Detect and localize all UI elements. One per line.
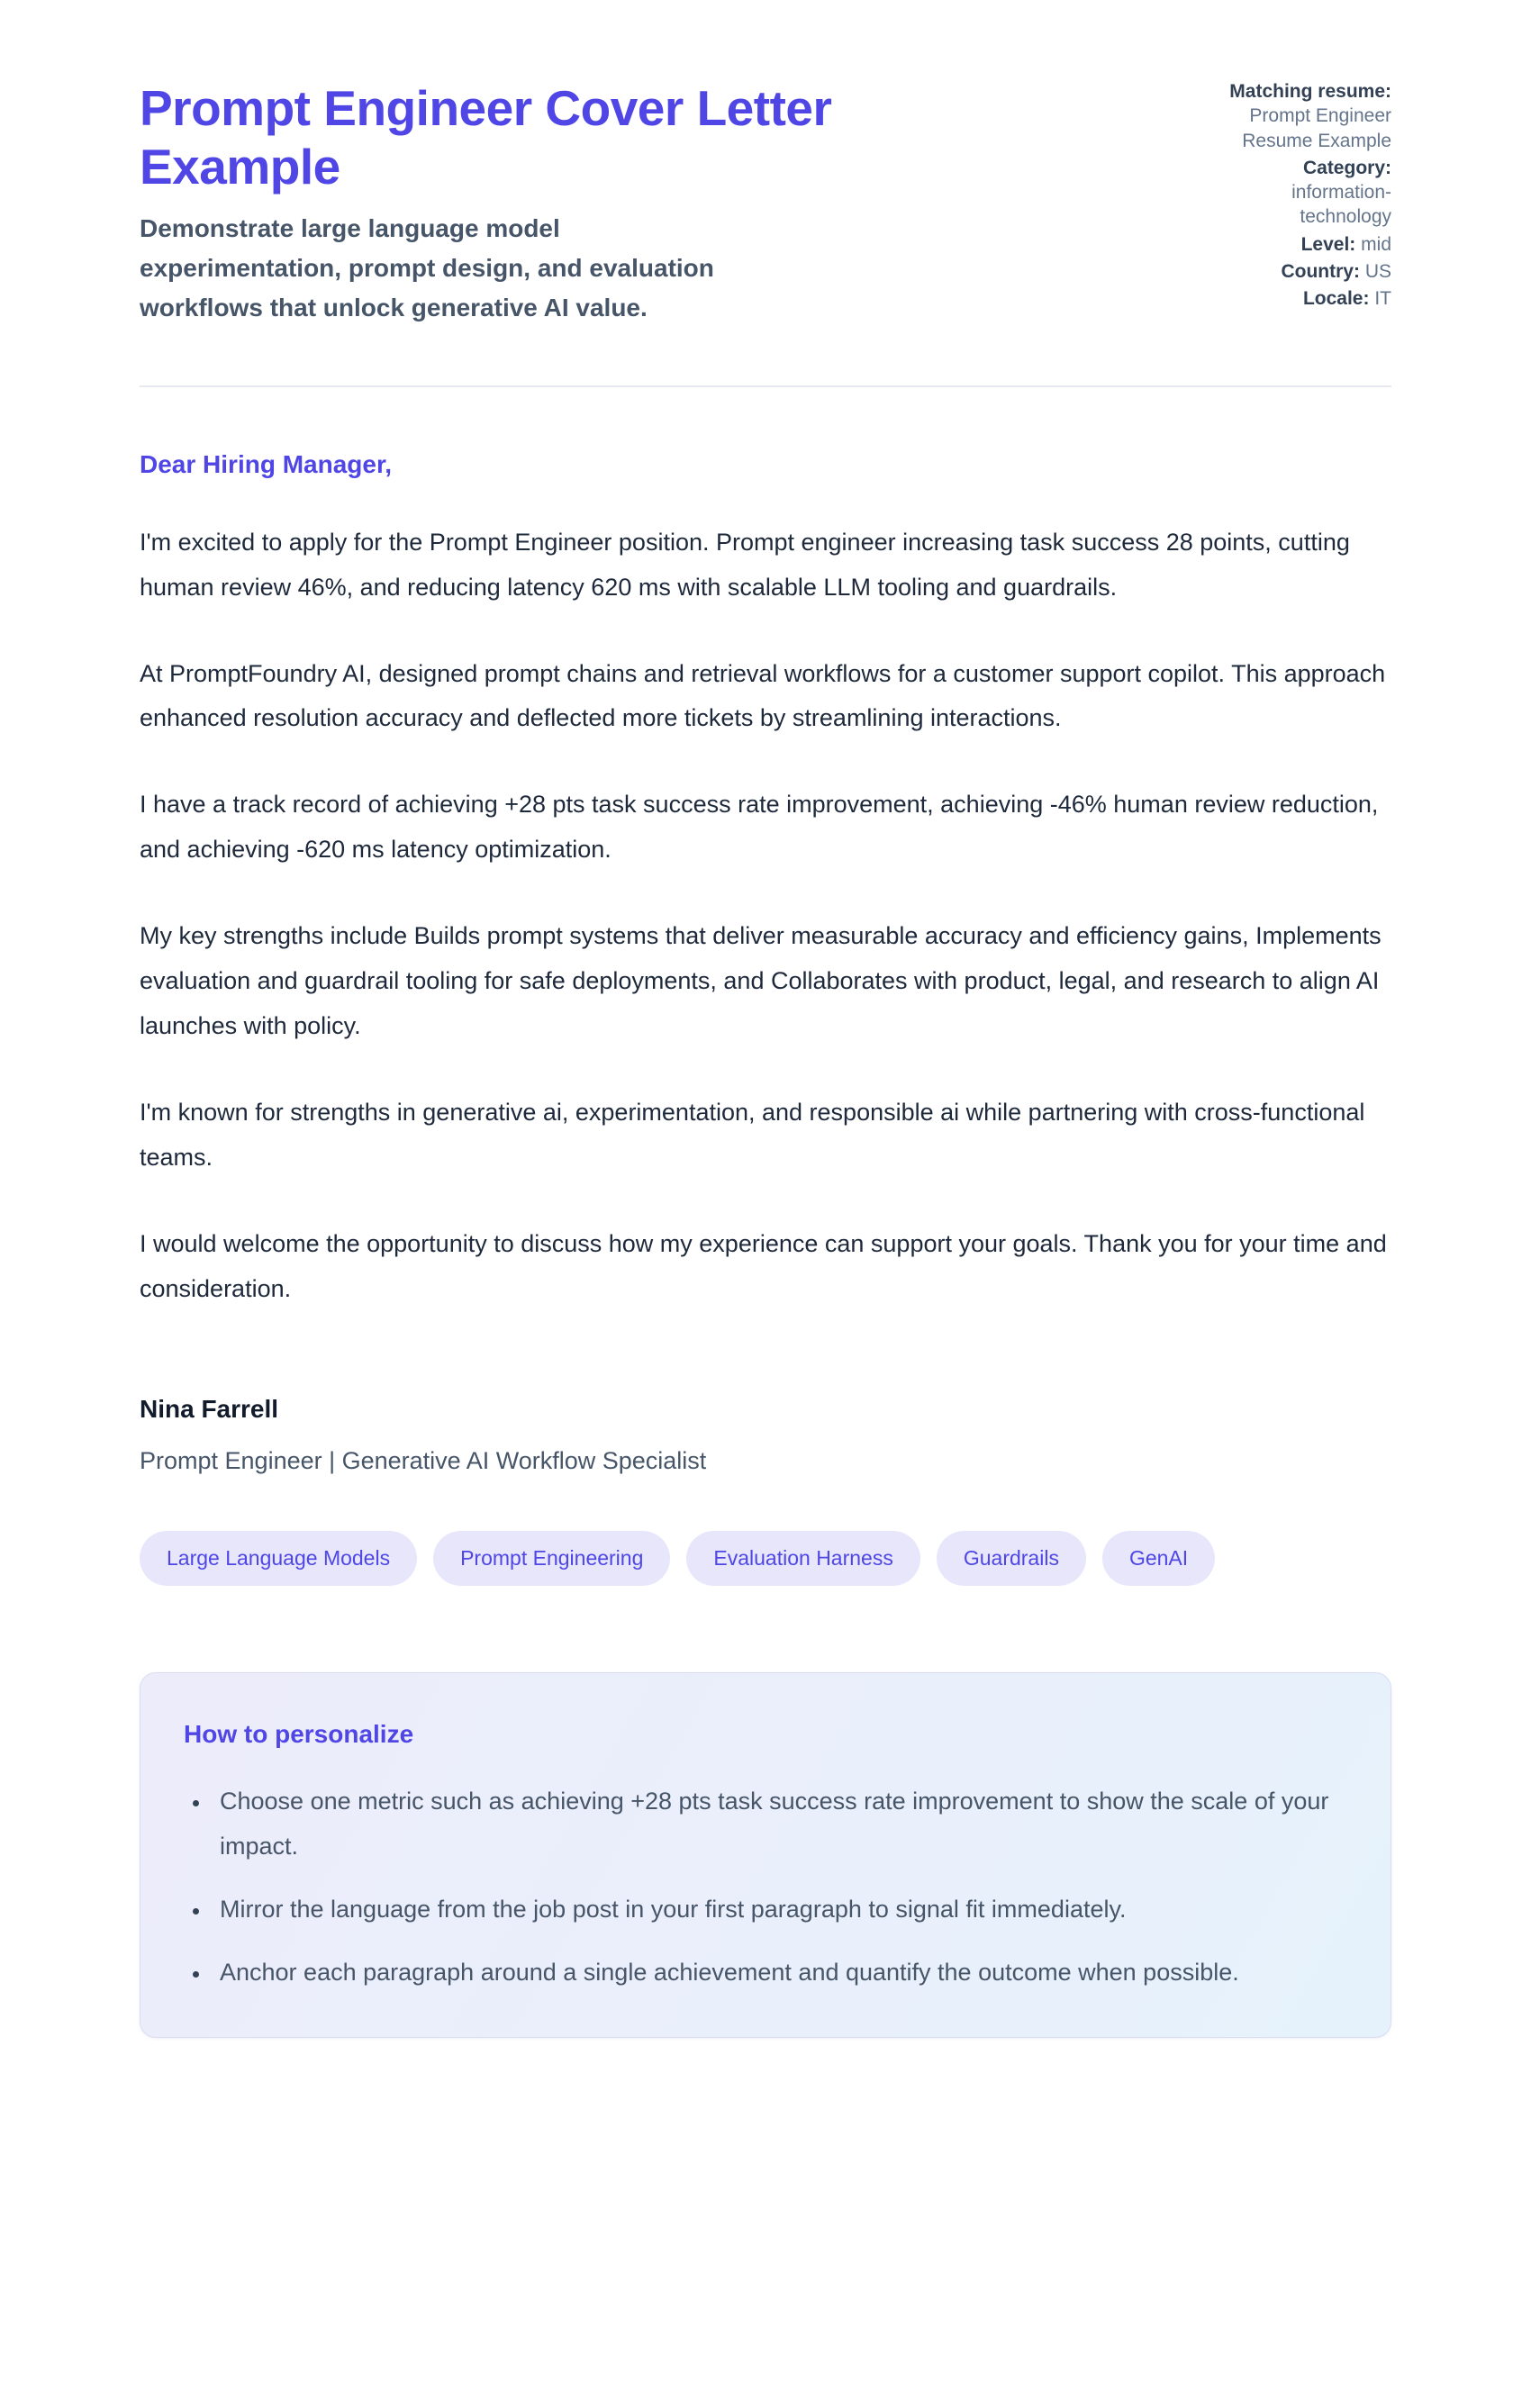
meta-level xyxy=(1207,232,1391,257)
tag-pill-genai[interactable]: GenAI xyxy=(1102,1531,1215,1586)
letter-body xyxy=(140,450,1391,1475)
meta-locale xyxy=(1207,286,1391,311)
letter-paragraph: I'm excited to apply for the Prompt Engineer position. Prompt engineer increasing task success 28 points, cutting human review 46%, and reducing latency 620 ms with scalable LLM tooling and guardrails. xyxy=(140,528,1350,601)
tag-list xyxy=(140,1531,1391,1586)
meta-value: information-technology xyxy=(1291,182,1391,228)
personalize-heading: How to personalize xyxy=(184,1720,414,1749)
tag-pill-evaluation-harness[interactable]: Evaluation Harness xyxy=(686,1531,920,1586)
meta-panel xyxy=(1207,79,1391,314)
meta-country xyxy=(1207,259,1391,284)
meta-value: US xyxy=(1364,261,1391,283)
greeting: Dear Hiring Manager, xyxy=(140,449,393,478)
tag-pill-large-language-models[interactable]: Large Language Models xyxy=(140,1531,417,1586)
meta-matching-resume xyxy=(1207,79,1391,153)
cover-letter-page xyxy=(140,0,1391,2128)
meta-value: Prompt Engineer Resume Example xyxy=(1242,105,1391,151)
meta-category xyxy=(1207,156,1391,230)
letter-paragraph: I have a track record of achieving +28 pts task success rate improvement, achieving -46% human review reduction, and achieving -620 ms latency optimization. xyxy=(140,791,1379,864)
letter-paragraph: My key strengths include Builds prompt systems that deliver measurable accuracy and efficiency gains, Implements evaluation and guardrail tooling for safe deployments, and Collaborates with product, legal, and research to align AI launches with policy. xyxy=(140,922,1382,1040)
page-title: Prompt Engineer Cover Letter Example xyxy=(140,80,832,195)
page-subtitle: Demonstrate large language model experimentation, prompt design, and evaluation workflows that unlock generative AI value. xyxy=(140,213,714,321)
letter-paragraph: At PromptFoundry AI, designed prompt chains and retrieval workflows for a customer support copilot. This approach enhanced resolution accuracy and deflected more tickets by streamlining interactions. xyxy=(140,659,1386,732)
personalize-box xyxy=(140,1672,1391,2038)
tag-pill-prompt-engineering[interactable]: Prompt Engineering xyxy=(433,1531,670,1586)
personalize-tip: • Anchor each paragraph around a single achievement and quantify the outcome when possible. xyxy=(211,1951,1347,1996)
header-divider xyxy=(140,385,1391,387)
meta-label: Category: xyxy=(1302,157,1391,178)
meta-label: Locale: xyxy=(1302,288,1370,310)
tag-pill-guardrails[interactable]: Guardrails xyxy=(937,1531,1086,1586)
meta-value: IT xyxy=(1374,288,1391,310)
personalize-tip: • Mirror the language from the job post in your first paragraph to signal fit immediately. xyxy=(211,1887,1347,1933)
meta-value: mid xyxy=(1361,233,1391,255)
meta-label: Matching resume: xyxy=(1229,81,1391,102)
header xyxy=(140,79,1391,328)
signature-name: Nina Farrell xyxy=(140,1394,279,1423)
letter-paragraph: I'm known for strengths in generative ai, experimentation, and responsible ai while partnering with cross-functional teams. xyxy=(140,1099,1365,1172)
meta-label: Country: xyxy=(1281,261,1360,283)
letter-paragraph: I would welcome the opportunity to discuss how my experience can support your goals. Thank you for your time and consideration. xyxy=(140,1229,1387,1302)
header-title-block xyxy=(140,79,1171,328)
personalize-tip: • Choose one metric such as achieving +28 pts task success rate improvement to show the scale of your impact. xyxy=(211,1779,1347,1869)
meta-label: Level: xyxy=(1300,233,1356,255)
personalize-tip-list xyxy=(184,1779,1347,1996)
signature-role: Prompt Engineer | Generative AI Workflow Specialist xyxy=(140,1446,707,1474)
